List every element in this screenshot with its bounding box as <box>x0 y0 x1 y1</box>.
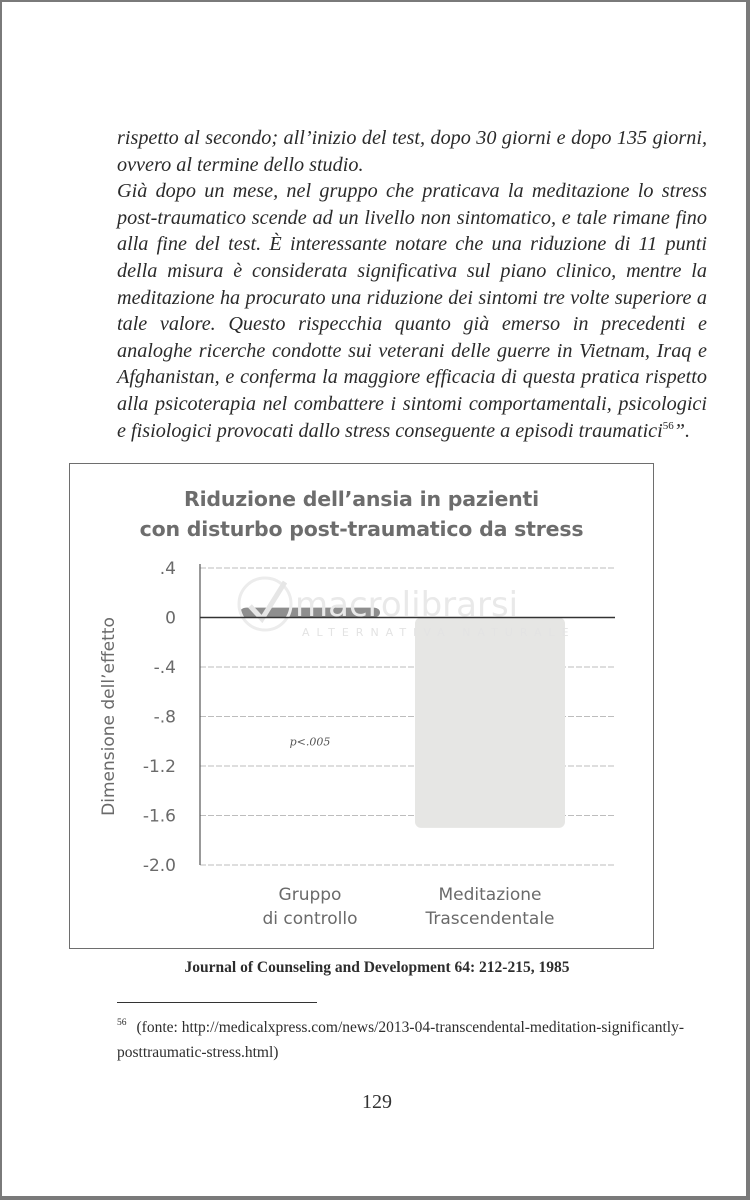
y-tick-labels <box>143 559 176 876</box>
footnote-divider <box>117 1002 317 1003</box>
chart-source-caption: Journal of Counseling and Development 64: 212-215, 1985 <box>184 959 570 976</box>
y-tick-label: .4 <box>159 559 176 579</box>
footnote-reference: 56 <box>662 419 674 432</box>
x-category-label: Gruppo <box>278 885 342 905</box>
chart-title-line-2: con disturbo post-traumatico da stress <box>139 517 584 541</box>
footnote <box>117 1015 712 1065</box>
p-value-annotation: p<.005 <box>289 735 331 749</box>
book-page <box>2 2 746 1196</box>
x-category-labels <box>263 885 555 929</box>
watermark-logo-icon <box>239 578 291 630</box>
y-tick-label: -1.2 <box>142 757 176 777</box>
chart-title-line-1: Riduzione dell’ansia in pazienti <box>184 487 539 511</box>
body-text <box>117 125 707 444</box>
paragraph-2 <box>117 178 707 444</box>
bar-meditation <box>415 618 565 828</box>
y-tick-label: 0 <box>165 608 176 629</box>
y-tick-label: -.4 <box>153 658 176 678</box>
y-tick-label: -2.0 <box>142 856 176 876</box>
chart-frame <box>69 463 654 949</box>
watermark <box>239 578 576 639</box>
paragraph-1: rispetto al secondo; all’inizio del test, dopo 30 giorni e dopo 135 giorni, ovvero al termine dello studio. <box>117 127 707 176</box>
x-category-label: di controllo <box>262 909 358 929</box>
closing-quote: ”. <box>673 419 691 442</box>
y-axis-label: Dimensione dell’effetto <box>99 617 119 816</box>
watermark-tagline: ALTERNATIVA NATURALE <box>302 626 576 639</box>
paragraph-2-text: Già dopo un mese, nel gruppo che praticava la meditazione lo stress post-traumatico scende ad un livello non sintomatico, e tale rimane fino alla fine del test. È interessante notare che una riduzione di 11 punti della misura è considerata significativa sul piano clinico, mentre la meditazione ha procurato una riduzione dei sintomi tre volte superiore a tale valore. Questo rispecchia quanto già emerso in precedenti e analoghe ricerche condotte sui veterani delle guerre in Vietnam, Iraq e Afghanistan, e conferma la maggiore efficacia di questa pratica rispetto alla psicoterapia nel combattere i sintomi comportamentali, psicologici e fisiologici provocati dallo stress conseguente a episodi traumatici <box>117 180 707 442</box>
y-tick-label: -1.6 <box>142 806 176 827</box>
x-category-label: Meditazione <box>438 885 542 905</box>
x-category-label: Trascendentale <box>425 909 555 929</box>
watermark-brand: macrolibrarsi <box>295 585 519 625</box>
footnote-text: (fonte: http://medicalxpress.com/news/2013-04-transcendental-meditation-significantly-posttraumatic-stress.html) <box>117 1019 685 1061</box>
page-number: 129 <box>362 1091 392 1113</box>
bar-chart <box>70 464 655 950</box>
bars <box>240 608 565 828</box>
y-tick-label: -.8 <box>153 707 176 728</box>
footnote-number: 56 <box>117 1018 127 1028</box>
